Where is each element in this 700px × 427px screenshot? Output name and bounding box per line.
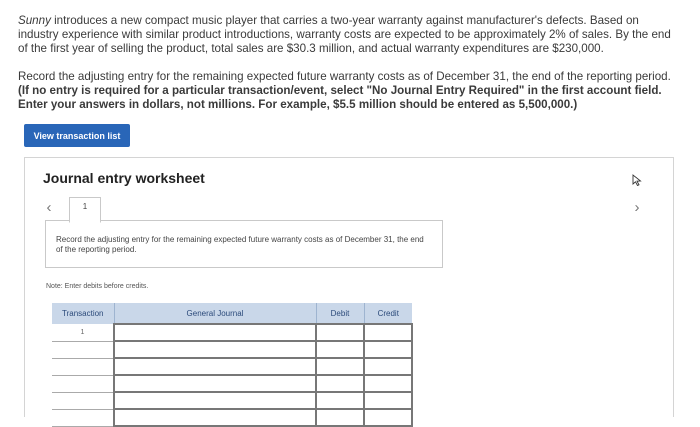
column-header-general-journal: General Journal: [114, 303, 316, 324]
transaction-cell: [52, 341, 114, 358]
journal-table: [52, 303, 413, 427]
credit-input[interactable]: [364, 392, 412, 409]
account-input[interactable]: [114, 341, 316, 358]
table-header-row: [52, 303, 412, 324]
credit-input[interactable]: [364, 358, 412, 375]
transaction-cell: [52, 392, 114, 409]
question-paragraph-2-body: Record the adjusting entry for the remaining expected future warranty costs as of December 31, the end of the reporting period.: [18, 70, 671, 83]
column-header-credit: Credit: [364, 303, 412, 324]
table-row: [52, 409, 412, 426]
transaction-cell: [52, 358, 114, 375]
credit-input[interactable]: [364, 324, 412, 341]
account-input[interactable]: [114, 324, 316, 341]
chevron-left-icon[interactable]: ‹: [46, 199, 52, 216]
view-transaction-list-button[interactable]: View transaction list: [24, 124, 130, 147]
account-input[interactable]: [114, 375, 316, 392]
credit-input[interactable]: [364, 341, 412, 358]
account-input[interactable]: [114, 409, 316, 426]
debit-input[interactable]: [316, 392, 364, 409]
note-text: Note: Enter debits before credits.: [46, 283, 149, 290]
credit-input[interactable]: [364, 375, 412, 392]
mouse-pointer-icon: [632, 174, 642, 186]
account-input[interactable]: [114, 392, 316, 409]
column-header-transaction: Transaction: [52, 303, 114, 324]
table-row: [52, 358, 412, 375]
journal-entry-worksheet: [24, 157, 674, 417]
credit-input[interactable]: [364, 409, 412, 426]
debit-input[interactable]: [316, 409, 364, 426]
chevron-right-icon[interactable]: ›: [634, 199, 640, 216]
transaction-cell: [52, 409, 114, 426]
question-paragraph-1-body: introduces a new compact music player that carries a two-year warranty against manufacturer's defects. Based on industry experience with similar product introductions, warranty costs are expected to be approximately 2% of sales. By the end of the first year of selling the product, total sales are $30.3 million, and actual warranty expenditures are $230,000.: [18, 14, 671, 55]
debit-input[interactable]: [316, 324, 364, 341]
tab-transaction-1[interactable]: 1: [69, 197, 101, 223]
debit-input[interactable]: [316, 341, 364, 358]
instruction-text: Record the adjusting entry for the remaining expected future warranty costs as of December 31, the end of the reporting period.: [56, 235, 424, 254]
instruction-box: [45, 220, 443, 268]
table-row: [52, 375, 412, 392]
table-row: [52, 341, 412, 358]
account-input[interactable]: [114, 358, 316, 375]
question-paragraph-2: [18, 70, 678, 112]
table-row: [52, 324, 412, 341]
transaction-cell: [52, 375, 114, 392]
debit-input[interactable]: [316, 358, 364, 375]
question-instructions-bold: (If no entry is required for a particular transaction/event, select "No Journal Entry Required" in the first account field. Enter your answers in dollars, not millions. For example, $5.5 million should be entered as 5,500,000.): [18, 84, 662, 111]
table-row: [52, 392, 412, 409]
company-name: Sunny: [18, 14, 51, 27]
transaction-cell: 1: [52, 324, 114, 341]
question-paragraph-1: [18, 14, 678, 56]
question-text: [18, 14, 678, 126]
debit-input[interactable]: [316, 375, 364, 392]
worksheet-title: Journal entry worksheet: [43, 170, 205, 186]
column-header-debit: Debit: [316, 303, 364, 324]
